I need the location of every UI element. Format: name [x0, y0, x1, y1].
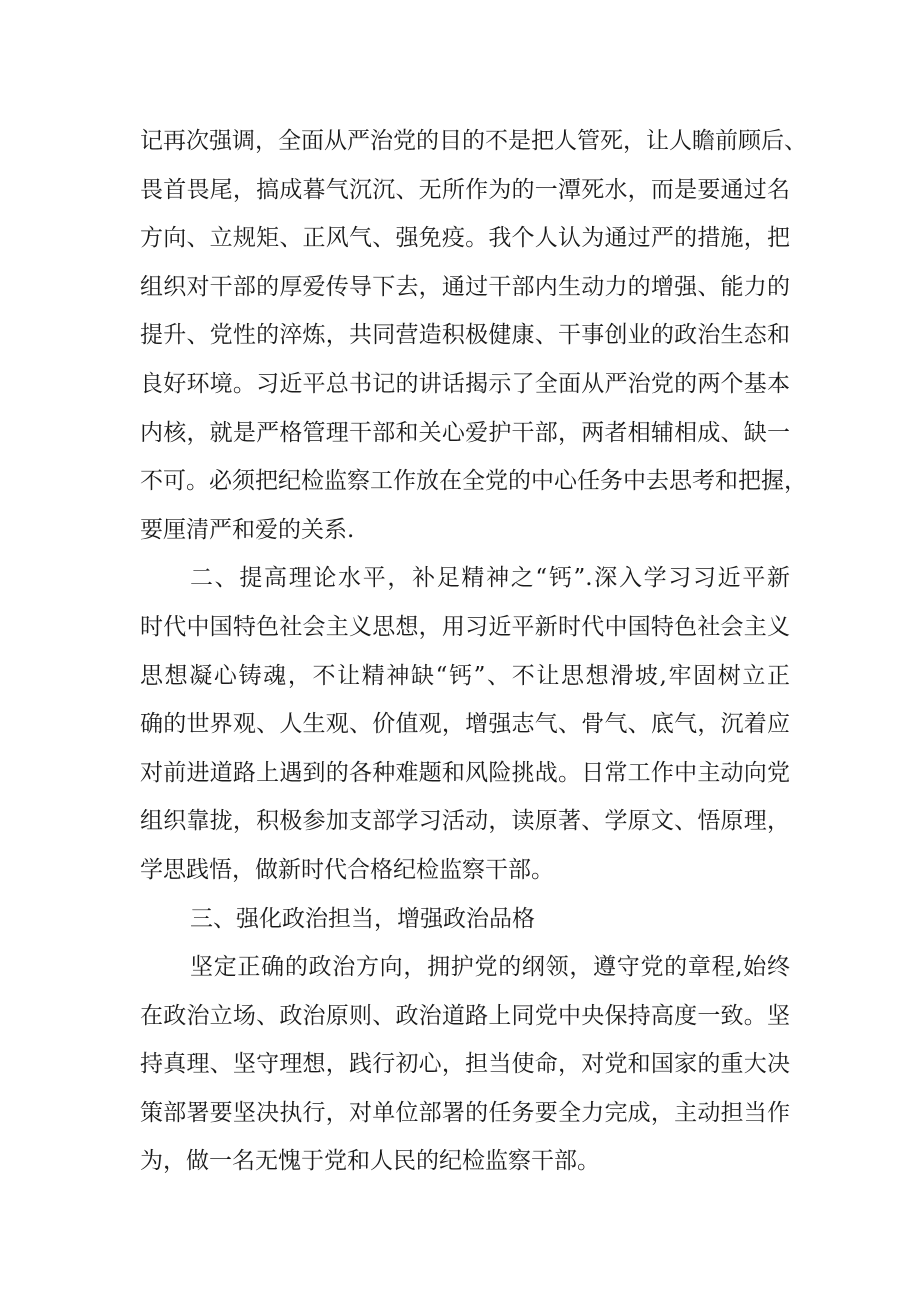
text-line: 二、提高理论水平，补足精神之“钙”.深入学习习近平新	[190, 565, 790, 592]
text-line: 提升、党性的淬炼，共同营造积极健康、干事创业的政治生态和	[140, 322, 790, 349]
text-line: 记再次强调，全面从严治党的目的不是把人管死，让人瞻前顾后、	[140, 128, 807, 154]
paragraph	[140, 117, 807, 554]
text-line: 方向、立规矩、正风气、强免疫。我个人认为通过严的措施，把	[140, 225, 790, 252]
text-line: 畏首畏尾，搞成暮气沉沉、无所作为的一潭死水，而是要通过名	[140, 176, 790, 203]
heading-line: 三、强化政治担当，增强政治品格	[190, 905, 535, 932]
text-line: 为，做一名无愧于党和人民的纪检监察干部。	[140, 1148, 600, 1175]
section-heading	[140, 895, 790, 944]
text-line: 在政治立场、政治原则、政治道路上同党中央保持高度一致。坚	[140, 1002, 790, 1029]
text-line: 不可。必须把纪检监察工作放在全党的中心任务中去思考和把握，	[140, 468, 807, 495]
paragraph	[140, 943, 790, 1186]
text-line: 对前进道路上遇到的各种难题和风险挑战。日常工作中主动向党	[140, 759, 790, 786]
text-line: 学思践悟，做新时代合格纪检监察干部。	[140, 856, 554, 883]
paragraph	[140, 554, 790, 894]
text-line: 组织靠拢，积极参加支部学习活动，读原著、学原文、悟原理，	[140, 808, 790, 835]
text-line: 坚定正确的政治方向，拥护党的纲领，遵守党的章程,始终	[190, 954, 790, 981]
document-body	[140, 117, 807, 1186]
text-line: 策部署要坚决执行，对单位部署的任务要全力完成，主动担当作	[140, 1099, 790, 1126]
text-line: 时代中国特色社会主义思想，用习近平新时代中国特色社会主义	[140, 613, 790, 640]
text-line: 良好环境。习近平总书记的讲话揭示了全面从严治党的两个基本	[140, 370, 790, 397]
text-line: 组织对干部的厚爱传导下去，通过干部内生动力的增强、能力的	[140, 273, 790, 300]
text-line: 要厘清严和爱的关系.	[140, 516, 355, 543]
text-line: 思想凝心铸魂，不让精神缺“钙”、不让思想滑坡,牢固树立正	[140, 662, 790, 689]
text-line: 确的世界观、人生观、价值观，增强志气、骨气、底气，沉着应	[140, 711, 790, 738]
text-line: 内核，就是严格管理干部和关心爱护干部，两者相辅相成、缺一	[140, 419, 790, 446]
text-line: 持真理、坚守理想，践行初心，担当使命，对党和国家的重大决	[140, 1051, 790, 1078]
